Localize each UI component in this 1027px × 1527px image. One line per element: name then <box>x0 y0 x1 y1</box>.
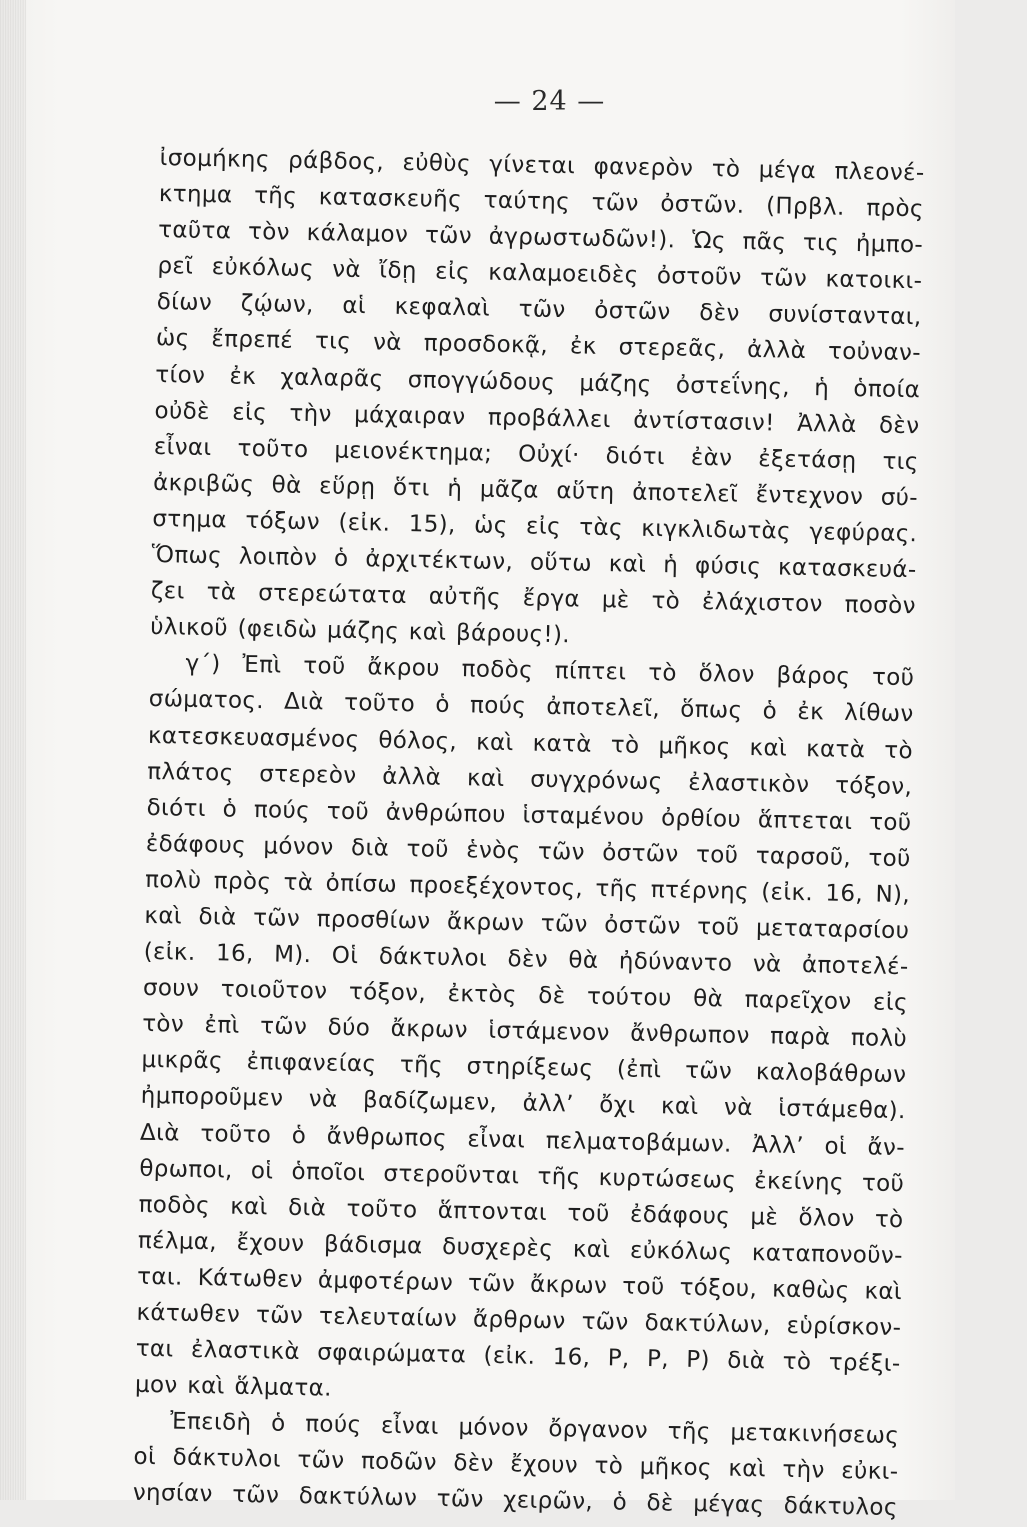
text-line: πολὺ πρὸς τὰ ὀπίσω προεξέχοντος, τῆς πτέρνης (εἰκ. 16, Ν), <box>144 866 911 909</box>
text-line: νησίαν τῶν δακτύλων τῶν χειρῶν, ὁ δὲ μέγας δάκτυλος <box>132 1480 898 1522</box>
text-line: κτημα τῆς κατασκευῆς ταύτης τῶν ὀστῶν. (Πρβλ. πρὸς <box>158 181 925 223</box>
text-line: καὶ διὰ τῶν προσθίων ἄκρων τῶν ὀστῶν τοῦ μεταταρσίου <box>144 902 910 945</box>
page-edge-shadow <box>0 0 26 1500</box>
text-line: οἱ δάκτυλοι τῶν ποδῶν δὲν ἔχουν τὸ μῆκος καὶ τὴν εὐκι- <box>133 1444 899 1486</box>
text-line: διότι ὁ πούς τοῦ ἀνθρώπου ἱσταμένου ὀρθίου ἅπτεται τοῦ <box>146 794 912 836</box>
text-line: Ὅπως λοιπὸν ὁ ἀρχιτέκτων, οὕτω καὶ ἡ φύσις κατασκευά- <box>151 541 917 584</box>
text-line: ται. Κάτωθεν ἀμφοτέρων τῶν ἄκρων τοῦ τόξου, καθὼς καὶ <box>136 1263 903 1306</box>
text-line: ρεῖ εὐκόλως νὰ ἴδῃ εἰς καλαμοειδὲς ὀστοῦν τῶν κατοικι- <box>157 253 923 295</box>
text-line: θρωποι, οἱ ὁποῖοι στεροῦνται τῆς κυρτώσεως ἐκείνης τοῦ <box>139 1155 905 1197</box>
text-line: ζει τὰ στερεώτατα αὐτῆς ἔργα μὲ τὸ ἐλάχιστον ποσὸν <box>150 578 917 620</box>
text-line: εἶναι τοῦτο μειονέκτημα; Οὐχί· διότι ἐὰν ἐξετάσῃ τις <box>153 433 919 476</box>
text-line: μικρᾶς ἐπιφανείας τῆς στηρίξεως (ἐπὶ τῶν καλοβάθρων <box>141 1047 907 1089</box>
text-line: ἰσομήκης ράβδος, εὐθὺς γίνεται φανερὸν τὸ μέγα πλεονέ- <box>159 144 925 187</box>
text-line: οὐδὲ εἰς τὴν μάχαιραν προβάλλει ἀντίστασιν! Ἀλλὰ δὲν <box>154 397 920 439</box>
text-line: Ἐπειδὴ ὁ πούς εἶναι μόνον ὄργανον τῆς μετακινήσεως <box>170 1408 900 1450</box>
text-line: ται ἐλαστικὰ σφαιρώματα (εἰκ. 16, Ρ, Ρ, Ρ) διὰ τὸ τρέξι- <box>135 1335 901 1378</box>
text-line: ὡς ἔπρεπέ τις νὰ προσδοκᾷ, ἐκ στερεᾶς, ἀλλὰ τοὐναν- <box>155 325 922 367</box>
text-line: σώματος. Διὰ τοῦτο ὁ πούς ἀποτελεῖ, ὅπως ὁ ἐκ λίθων <box>148 686 914 728</box>
page-number: — 24 — <box>493 86 606 117</box>
text-line: σουν τοιοῦτον τόξον, ἐκτὸς δὲ τούτου θὰ παρεῖχον εἰς <box>142 974 909 1017</box>
text-line: μον καὶ ἅλματα. <box>134 1371 333 1402</box>
text-line: ἐδάφους μόνον διὰ τοῦ ἑνὸς τῶν ὀστῶν τοῦ ταρσοῦ, τοῦ <box>145 830 911 872</box>
text-line: ταῦτα τὸν κάλαμον τῶν ἀγρωστωδῶν!). Ὡς πᾶς τις ἠμπο- <box>157 217 924 259</box>
text-line: πλάτος στερεὸν ἀλλὰ καὶ συγχρόνως ἐλαστικὸν τόξον, <box>147 758 913 800</box>
text-line: κατεσκευασμένος θόλος, καὶ κατὰ τὸ μῆκος καὶ κατὰ τὸ <box>147 722 914 764</box>
text-line: στημα τόξων (εἰκ. 15), ὡς εἰς τὰς κιγκλιδωτὰς γεφύρας. <box>152 505 918 548</box>
text-line: ποδὸς καὶ διὰ τοῦτο ἅπτονται τοῦ ἐδάφους μὲ ὅλον τὸ <box>138 1191 904 1233</box>
text-line: γ΄) Ἐπὶ τοῦ ἄκρου ποδὸς πίπτει τὸ ὅλον βάρος τοῦ <box>185 650 915 692</box>
text-line: τίον ἐκ χαλαρᾶς σπογγώδους μάζης ὀστεΐνης, ἡ ὁποία <box>155 361 921 403</box>
text-line: δίων ζῴων, αἱ κεφαλαὶ τῶν ὀστῶν δὲν συνίστανται, <box>156 289 922 331</box>
text-line: ἠμποροῦμεν νὰ βαδίζωμεν, ἀλλ’ ὄχι καὶ νὰ ἱστάμεθα). <box>140 1083 906 1125</box>
body-text <box>132 140 924 1527</box>
text-line: (εἰκ. 16, Μ). Οἱ δάκτυλοι δὲν θὰ ἠδύναντο νὰ ἀποτελέ- <box>143 938 909 981</box>
text-line: τὸν ἐπὶ τῶν δύο ἄκρων ἱστάμενον ἄνθρωπον παρὰ πολὺ <box>141 1011 908 1053</box>
text-line: κάτωθεν τῶν τελευταίων ἄρθρων τῶν δακτύλων, εὑρίσκον- <box>136 1299 902 1342</box>
text-line: πέλμα, ἔχουν βάδισμα δυσχερὲς καὶ εὐκόλως καταπονοῦν- <box>137 1227 904 1269</box>
text-line: ἀκριβῶς θὰ εὕρῃ ὅτι ἡ μᾶζα αὕτη ἀποτελεῖ ἔντεχνον σύ- <box>152 469 919 512</box>
text-line: Διὰ τοῦτο ὁ ἄνθρωπος εἶναι πελματοβάμων. Ἀλλ’ οἱ ἄν- <box>139 1119 906 1161</box>
text-line: ὑλικοῦ (φειδὼ μάζης καὶ βάρους!). <box>149 614 571 649</box>
